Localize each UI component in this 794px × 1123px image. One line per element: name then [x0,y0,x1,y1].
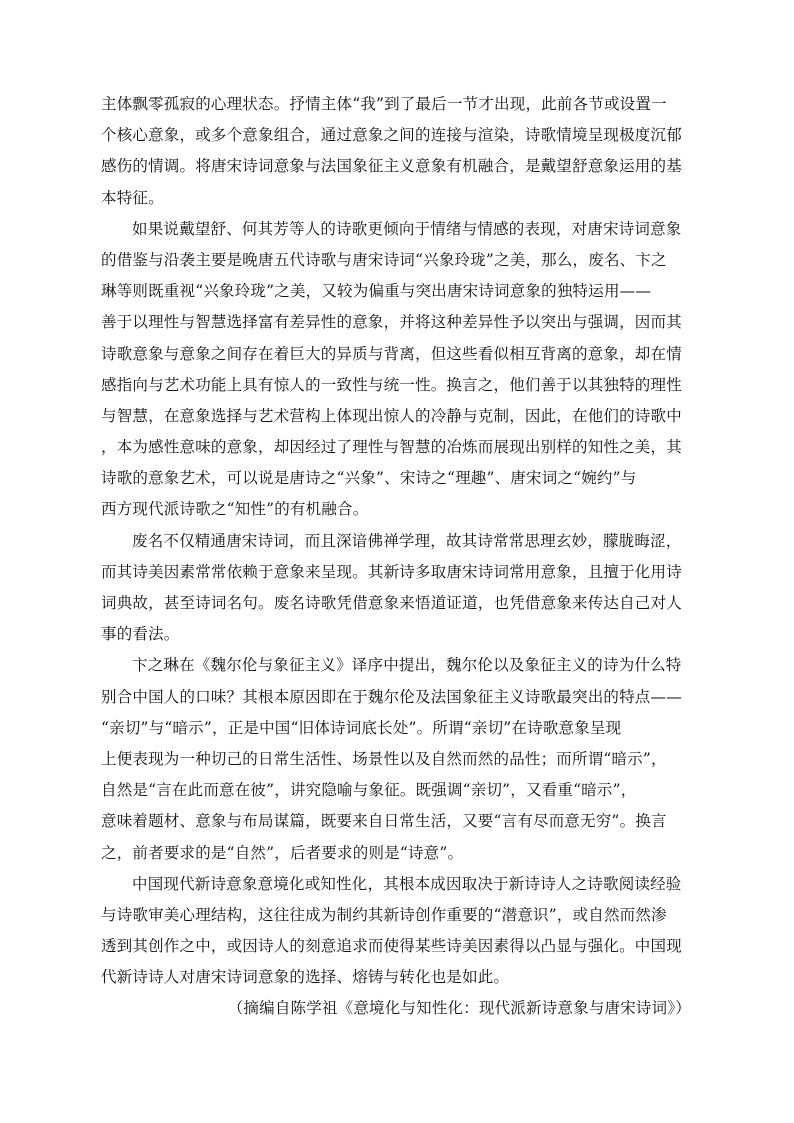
paragraph-line: 主体飘零孤寂的心理状态。抒情主体“我”到了最后一节才出现，此前各节或设置一 [101,95,667,113]
paragraph-line: 诗歌的意象艺术，可以说是唐诗之“兴象”、宋诗之“理趣”、唐宋词之“婉约”与 [101,469,637,488]
paragraph-line: ，本为感性意味的意象，却因经过了理性与智慧的冶炼而展现出别样的知性之美，其 [101,438,682,457]
paragraph-line: 的借鉴与沿袭主要是晚唐五代诗歌与唐宋诗词“兴象玲珑”之美，那么，废名、卞之 [101,250,667,269]
article-body [101,89,693,1025]
paragraph-line: 上便表现为一种切己的日常生活性、场景性以及自然而然的品性；而所谓“暗示”， [101,749,667,768]
paragraph-line: 意味着题材、意象与布局谋篇，既要来自日常生活，又要“言有尽而意无穷”。换言 [101,812,667,831]
paragraph-line: 中国现代新诗意象意境化或知性化，其根本成因取决于新诗诗人之诗歌阅读经验 [132,874,682,893]
paragraph-line: 与诗歌审美心理结构，这往往成为制约其新诗创作重要的“潜意识”，或自然而然渗 [101,905,667,924]
paragraph-line: 个核心意象，或多个意象组合，通过意象之间的连接与渲染，诗歌情境呈现极度沉郁 [101,126,682,145]
paragraph-line: 感指向与艺术功能上具有惊人的一致性与统一性。换言之，他们善于以其独特的理性 [101,375,682,394]
source-citation: （摘编自陈学祖《意境化与知性化：现代派新诗意象与唐宋诗词》） [227,999,691,1018]
paragraph-line: 透到其创作之中，或因诗人的刻意追求而使得某些诗美因素得以凸显与强化。中国现 [101,937,682,956]
paragraph-line: “亲切”与“暗示”，正是中国“旧体诗词底长处”。所谓“亲切”在诗歌意象呈现 [101,718,622,737]
paragraph-line: 琳等则既重视“兴象玲珑”之美，又较为偏重与突出唐宋诗词意象的独特运用—— [101,282,652,301]
paragraph-line: 自然是“言在此而意在彼”，讲究隐喻与象征。既强调“亲切”，又看重“暗示”， [101,781,637,800]
paragraph-line: 之，前者要求的是“自然”，后者要求的则是“诗意”。 [101,843,464,862]
paragraph-line: 而其诗美因素常常依赖于意象来呈现。其新诗多取唐宋诗词常用意象，且擅于化用诗 [101,562,682,581]
paragraph-line: 事的看法。 [101,625,180,644]
paragraph-line: 诗歌意象与意象之间存在着巨大的异质与背离，但这些看似相互背离的意象，却在情 [101,344,682,363]
paragraph-line: 感伤的情调。将唐宋诗词意象与法国象征主义意象有机融合，是戴望舒意象运用的基 [101,157,682,176]
paragraph-line: 卞之琳在《魏尔伦与象征主义》译序中提出，魏尔伦以及象征主义的诗为什么特 [132,656,682,675]
paragraph-line: 代新诗诗人对唐宋诗词意象的选择、熔铸与转化也是如此。 [101,968,510,987]
paragraph-line: 本特征。 [101,188,164,207]
paragraph-line: 词典故，甚至诗词名句。废名诗歌凭借意象来悟道证道，也凭借意象来传达自己对人 [101,594,682,612]
paragraph-line: 善于以理性与智慧选择富有差异性的意象，并将这种差异性予以突出与强调，因而其 [101,313,682,332]
paragraph-line: 与智慧，在意象选择与艺术营构上体现出惊人的冷静与克制，因此，在他们的诗歌中 [101,406,682,425]
paragraph-line: 废名不仅精通唐宋诗词，而且深谙佛禅学理，故其诗常常思理玄妙，朦胧晦涩， [132,531,682,550]
paragraph-line: 西方现代派诗歌之“知性”的有机融合。 [101,500,369,519]
paragraph-line: 别合中国人的口味？其根本原因即在于魏尔伦及法国象征主义诗歌最突出的特点—— [101,687,682,706]
paragraph-line: 如果说戴望舒、何其芳等人的诗歌更倾向于情绪与情感的表现，对唐宋诗词意象 [132,219,682,238]
